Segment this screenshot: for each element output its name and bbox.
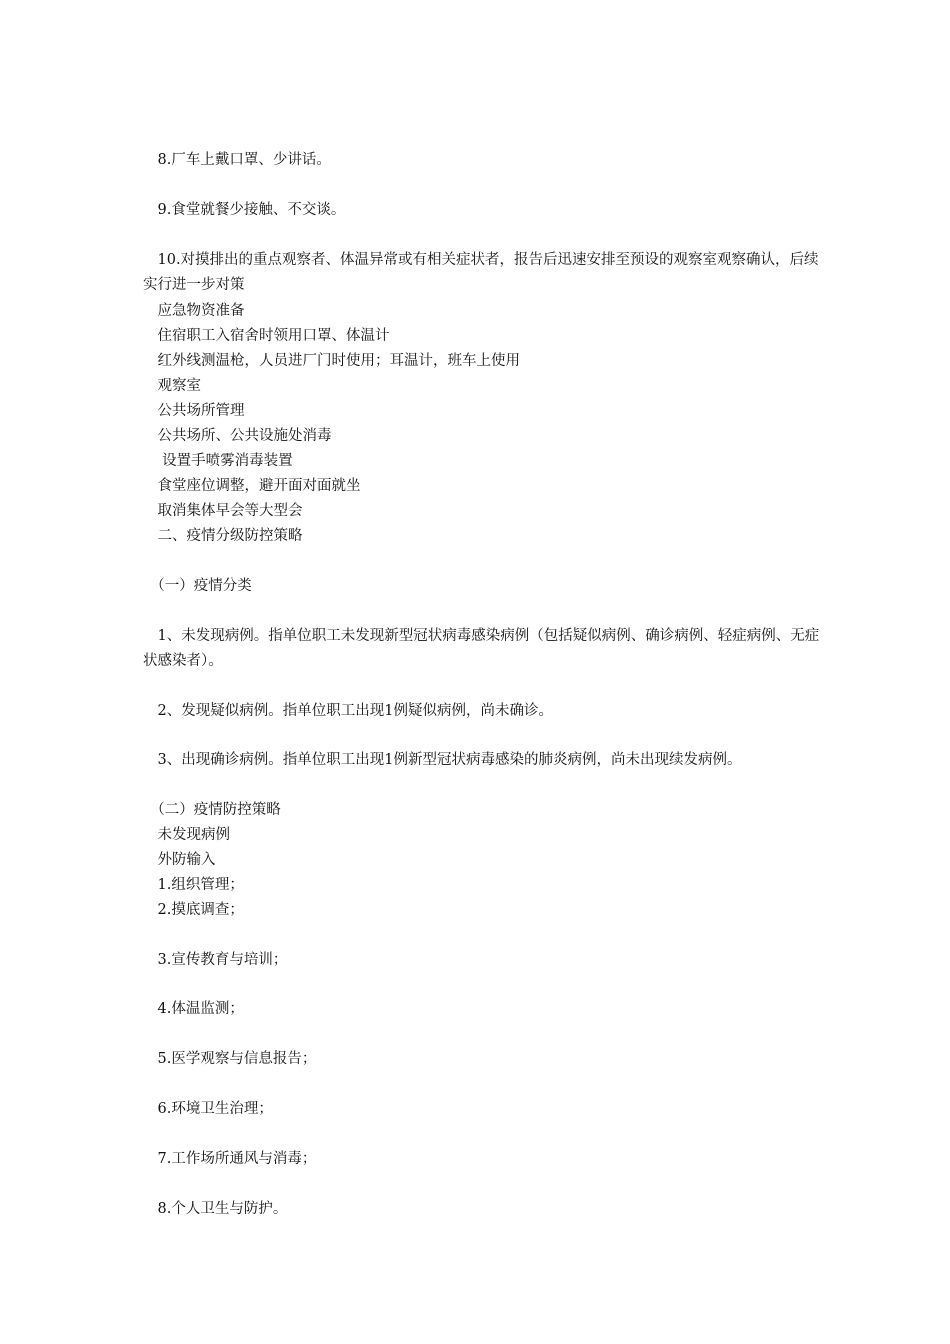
text-line: 3.宣传教育与培训； <box>143 952 288 968</box>
text-line: 外防输入 <box>143 852 216 868</box>
text-line: 8.厂车上戴口罩、少讲话。 <box>143 152 331 168</box>
text-paragraph: 1、未发现病例。指单位职工未发现新型冠状病毒感染病例（包括疑似病例、确诊病例、轻症病例、无症状感染者）。 <box>143 628 820 669</box>
text-line: 公共场所管理 <box>143 403 245 419</box>
text-line: 7.工作场所通风与消毒； <box>143 1151 317 1167</box>
text-line: 8.个人卫生与防护。 <box>143 1201 288 1217</box>
text-line: 住宿职工入宿舍时领用口罩、体温计 <box>143 328 390 344</box>
text-line: 5.医学观察与信息报告； <box>143 1051 317 1067</box>
text-line: 9.食堂就餐少接触、不交谈。 <box>143 202 346 218</box>
text-line: 2、发现疑似病例。指单位职工出现1例疑似病例，尚未确诊。 <box>143 703 553 719</box>
text-line: 设置手喷雾消毒装置 <box>143 453 293 469</box>
text-line: 2.摸底调查； <box>143 902 244 918</box>
text-line: 红外线测温枪，人员进厂门时使用；耳温计，班车上使用 <box>143 353 520 369</box>
text-line: 4.体温监测； <box>143 1001 244 1017</box>
text-line: 1.组织管理； <box>143 877 244 893</box>
text-paragraph: 10.对摸排出的重点观察者、体温异常或有相关症状者，报告后迅速安排至预设的观察室观察确认，后续实行进一步对策 <box>143 252 819 293</box>
text-line: 3、出现确诊病例。指单位职工出现1例新型冠状病毒感染的肺炎病例，尚未出现续发病例。 <box>143 752 742 768</box>
text-line: 观察室 <box>143 378 201 394</box>
text-line: 取消集体早会等大型会 <box>143 503 303 519</box>
text-line: 公共场所、公共设施处消毒 <box>143 428 332 444</box>
text-line: 食堂座位调整，避开面对面就坐 <box>143 478 361 494</box>
subsection-heading: （二）疫情防控策略 <box>143 802 281 818</box>
text-line: 未发现病例 <box>143 827 230 843</box>
text-line: 6.环境卫生治理； <box>143 1101 273 1117</box>
section-heading: 二、疫情分级防控策略 <box>143 528 303 544</box>
text-line: 应急物资准备 <box>143 303 245 319</box>
subsection-heading: （一）疫情分类 <box>143 578 252 594</box>
